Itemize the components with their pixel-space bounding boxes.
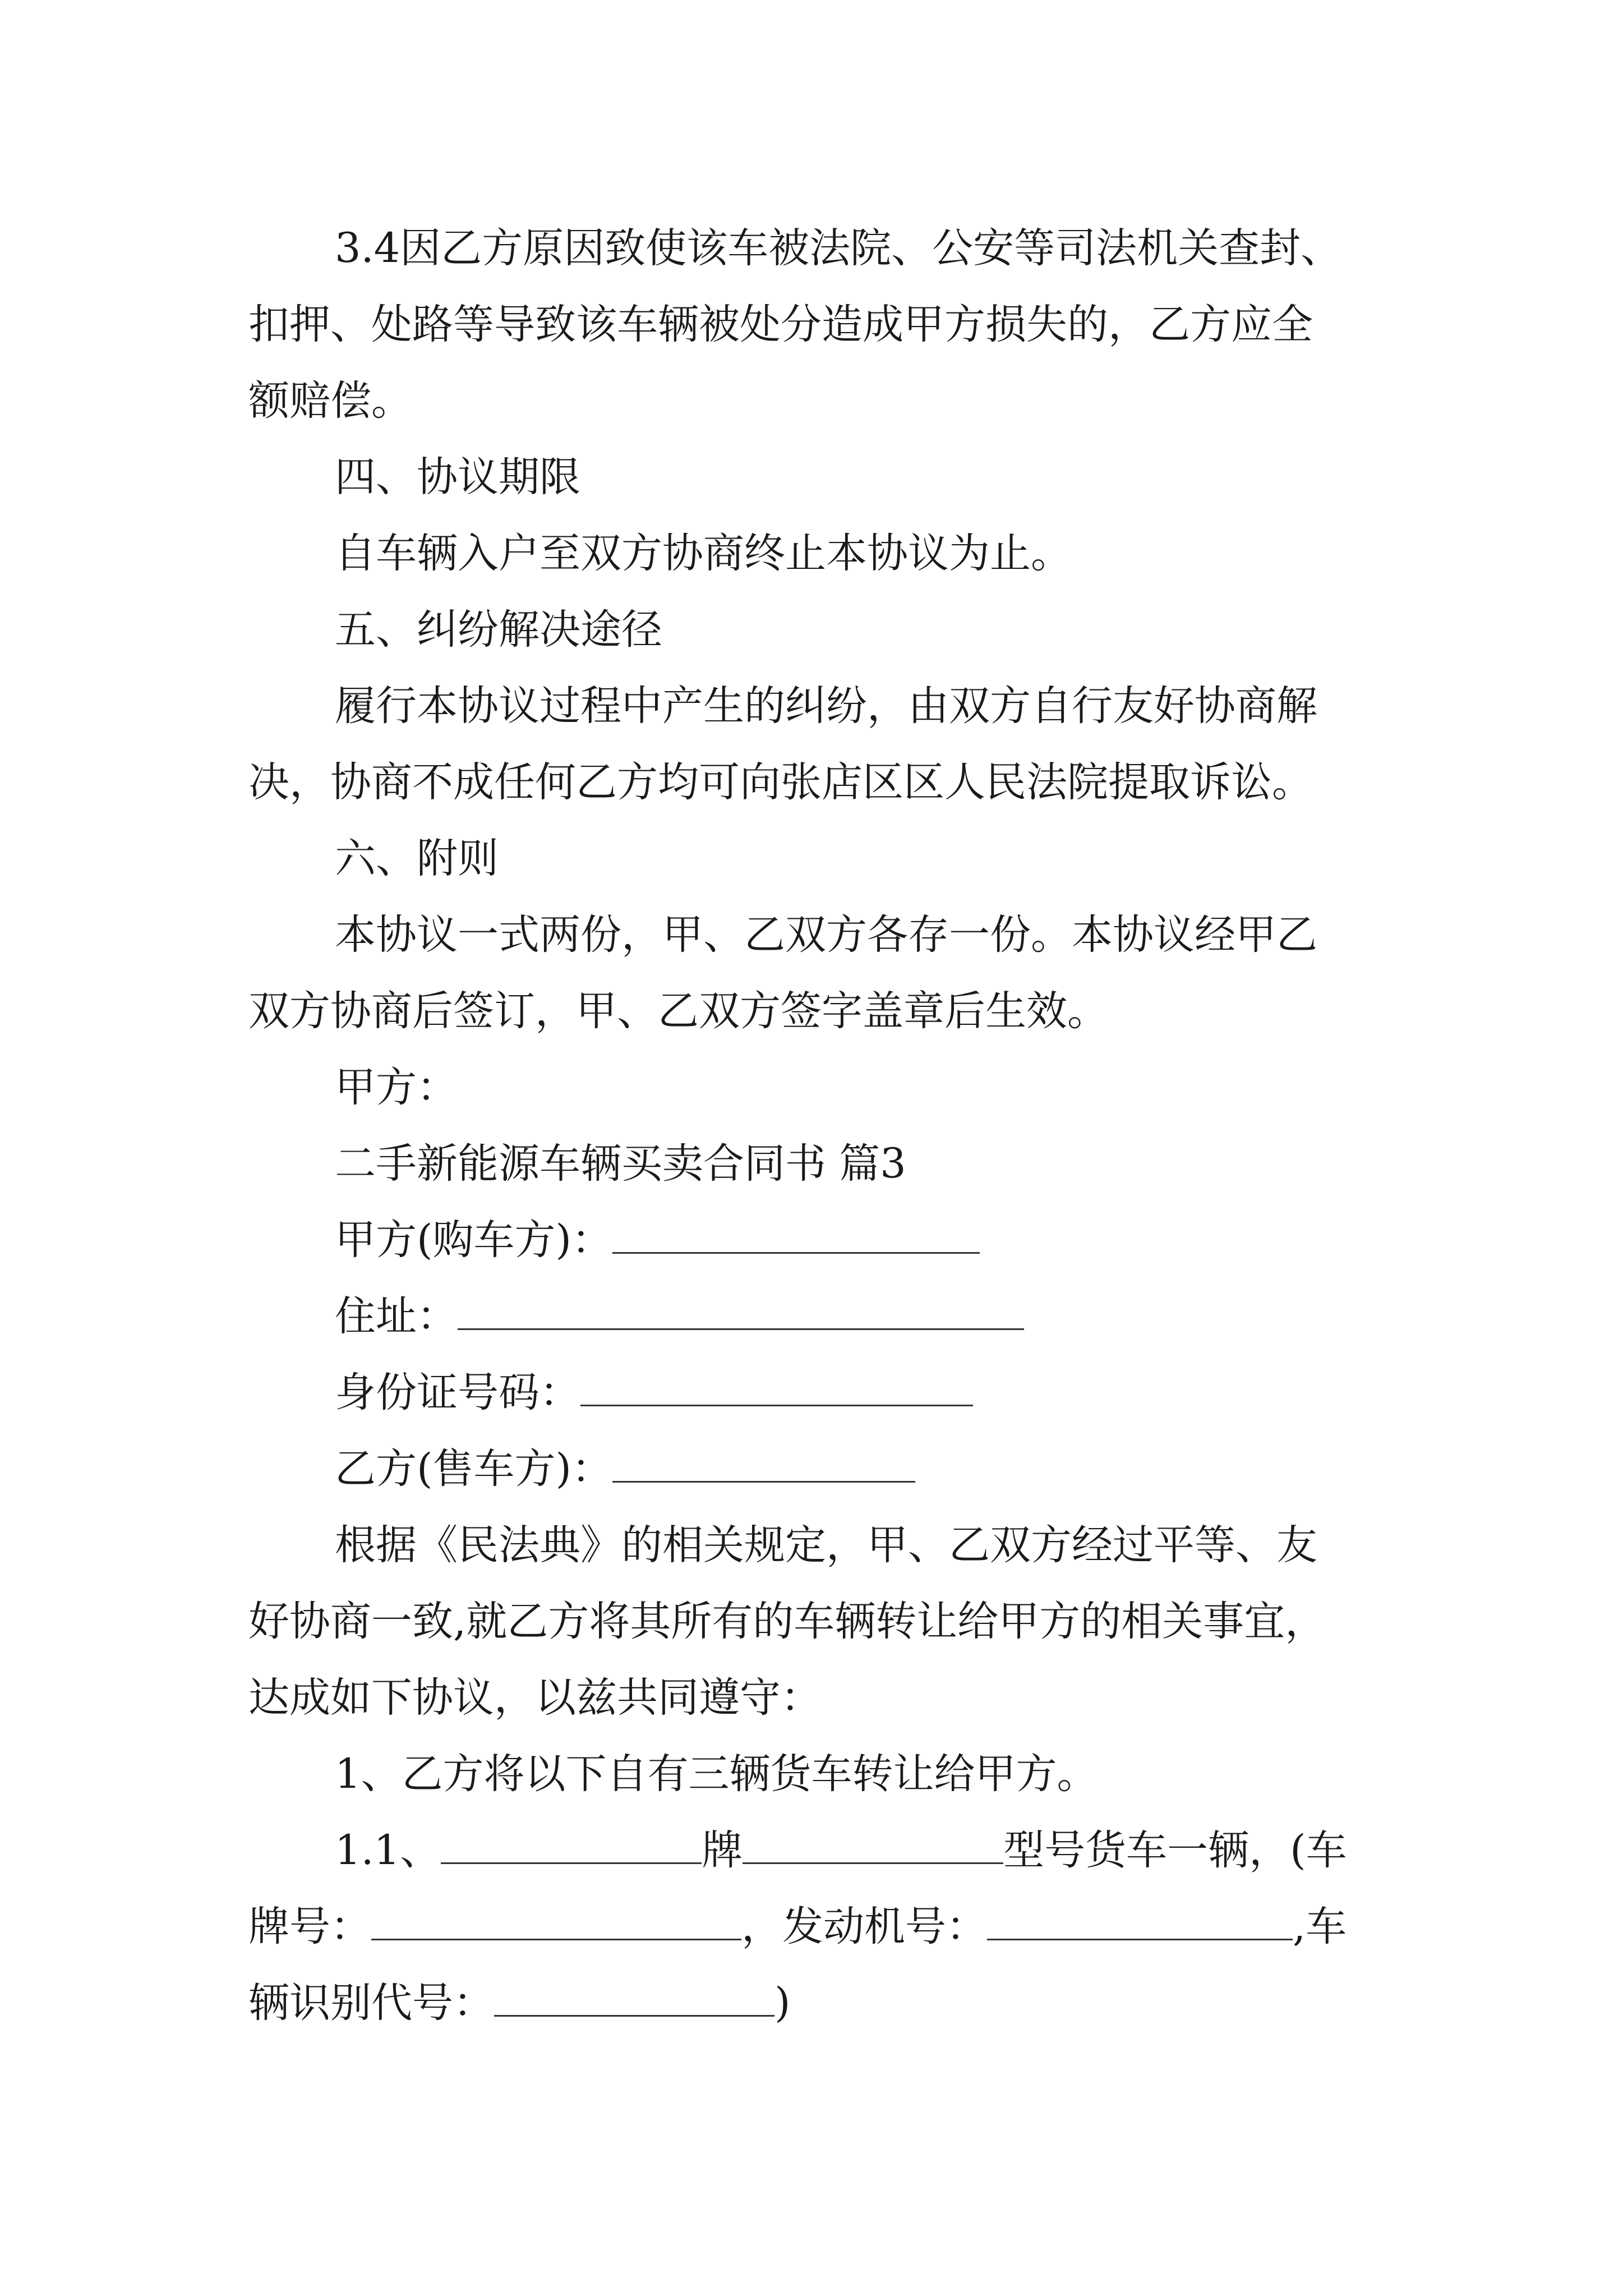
brand-blank (441, 1826, 702, 1864)
clause-1-1-line-1 (248, 1812, 1387, 1889)
heading-section-6: 六、附则 (335, 835, 499, 882)
contract-title: 二手新能源车辆买卖合同书 篇3 (335, 1140, 906, 1188)
party-a-signature-label: 甲方： (335, 1064, 458, 1111)
document-body (248, 210, 1387, 2041)
engine-label: ，发动机号： (741, 1903, 987, 1950)
heading-section-4: 四、协议期限 (335, 453, 580, 501)
paragraph-3-4-line-2: 扣押、处路等导致该车辆被处分造成甲方损失的，乙方应全 (248, 301, 1313, 348)
paragraph-3-4-line-3: 额赔偿。 (248, 377, 412, 425)
brand-label: 牌 (702, 1826, 743, 1874)
paragraph-preamble-line-3: 达成如下协议，以兹共同遵守： (248, 1674, 822, 1722)
clause-1: 1、乙方将以下自有三辆货车转让给甲方。 (335, 1750, 1098, 1798)
buyer-label: 甲方(购车方)： (335, 1216, 612, 1264)
paragraph-3-4-line-1: 3.4因乙方原因致使该车被法院、公安等司法机关查封、 (335, 224, 1342, 272)
paragraph-appendix-line-2: 双方协商后签订，甲、乙双方签字盖章后生效。 (248, 987, 1108, 1035)
buyer-field (248, 1202, 1387, 1278)
paragraph-preamble-line-1: 根据《民法典》的相关规定，甲、乙双方经过平等、友 (335, 1521, 1317, 1569)
clause-1-1-close: ) (774, 1979, 791, 2027)
model-blank (743, 1826, 1003, 1864)
seller-blank (612, 1445, 915, 1483)
vin-blank (494, 1979, 774, 2017)
plate-blank (371, 1903, 741, 1940)
engine-blank (987, 1903, 1293, 1940)
clause-1-1-line-2 (248, 1889, 1387, 1965)
address-blank (458, 1292, 1024, 1330)
paragraph-dispute-line-2: 决，协商不成任何乙方均可向张店区区人民法院提取诉讼。 (248, 758, 1313, 806)
vin-prefix: ,车 (1293, 1903, 1347, 1950)
model-label: 型号货车一辆，(车 (1003, 1826, 1347, 1874)
paragraph-dispute-line-1: 履行本协议过程中产生的纠纷，由双方自行友好协商解 (335, 682, 1317, 730)
id-number-label: 身份证号码： (335, 1369, 580, 1416)
paragraph-appendix-line-1: 本协议一式两份，甲、乙双方各存一份。本协议经甲乙 (335, 911, 1317, 959)
heading-section-5: 五、纠纷解决途径 (335, 606, 662, 654)
paragraph-term: 自车辆入户至双方协商终止本协议为止。 (335, 530, 1072, 577)
clause-1-1-number: 1.1、 (335, 1826, 441, 1874)
address-label: 住址： (335, 1292, 458, 1340)
plate-label: 牌号： (248, 1903, 371, 1950)
buyer-blank (612, 1216, 980, 1254)
paragraph-preamble-line-2: 好协商一致,就乙方将其所有的车辆转让给甲方的相关事宜， (248, 1598, 1326, 1645)
address-field (248, 1278, 1387, 1355)
id-number-field (248, 1355, 1387, 1431)
vin-label: 辆识别代号： (248, 1979, 494, 2027)
id-number-blank (580, 1369, 973, 1406)
clause-1-1-line-3 (248, 1965, 1387, 2041)
seller-label: 乙方(售车方)： (335, 1445, 612, 1493)
seller-field (248, 1431, 1387, 1507)
